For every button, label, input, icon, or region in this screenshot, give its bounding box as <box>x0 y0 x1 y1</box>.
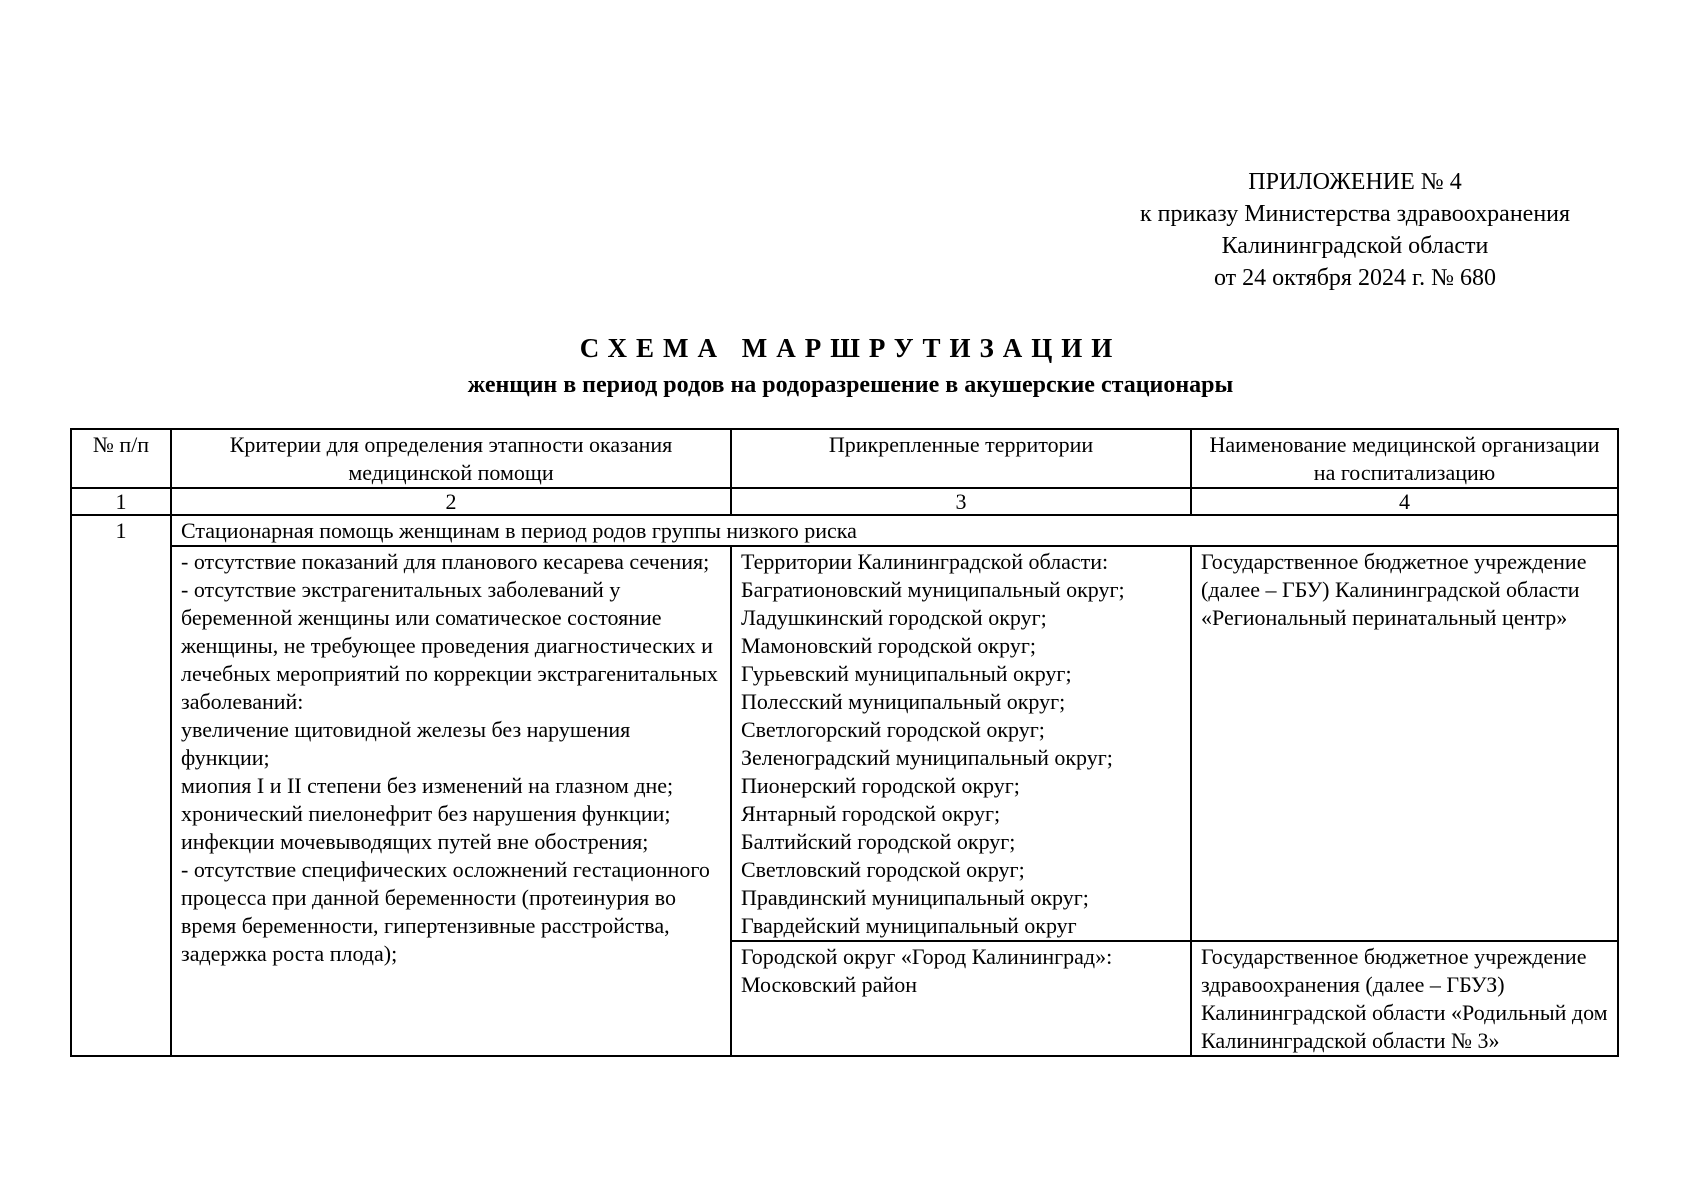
territory-item: Пионерский городской округ; <box>741 773 1020 798</box>
column-number: 1 <box>71 488 171 515</box>
column-number: 3 <box>731 488 1191 515</box>
territory-item: Багратионовский муниципальный округ; <box>741 577 1125 602</box>
territory-item: Городской округ «Город Калининград»: <box>741 944 1113 969</box>
territories-cell <box>731 941 1191 1056</box>
header-territories: Прикрепленные территории <box>731 429 1191 488</box>
organization-cell: Государственное бюджетное учреждение здравоохранения (далее – ГБУЗ) Калининградской области «Родильный дом Калининградской области № 3» <box>1191 941 1618 1056</box>
routing-table <box>70 428 1619 1057</box>
criteria-cell <box>171 546 731 1056</box>
row-number: 1 <box>71 515 171 1056</box>
territory-item: Зеленоградский муниципальный округ; <box>741 745 1113 770</box>
criteria-item: - отсутствие показаний для планового кесарева сечения; <box>181 549 710 574</box>
territory-item: Территории Калининградской области: <box>741 549 1109 574</box>
table-row <box>71 546 1618 941</box>
header-number: № п/п <box>71 429 171 488</box>
section-heading: Стационарная помощь женщинам в период родов группы низкого риска <box>171 515 1618 546</box>
criteria-item: миопия I и II степени без изменений на глазном дне; <box>181 773 674 798</box>
appendix-date: от 24 октября 2024 г. № 680 <box>1213 265 1496 291</box>
territory-item: Мамоновский городской округ; <box>741 633 1036 658</box>
territory-item: Полесский муниципальный округ; <box>741 689 1066 714</box>
appendix-header <box>1095 166 1615 294</box>
appendix-order-ref: к приказу Министерства здравоохранения <box>1139 201 1571 227</box>
territory-item: Светлогорский городской округ; <box>741 717 1045 742</box>
document-title: СХЕМА МАРШРУТИЗАЦИИ <box>579 333 1122 363</box>
criteria-item: увеличение щитовидной железы без нарушения функции; <box>181 717 631 770</box>
territory-item: Ладушкинский городской округ; <box>741 605 1047 630</box>
criteria-item: - отсутствие экстрагенитальных заболеваний у беременной женщины или соматическое состояние женщины, не требующее проведения диагностических и лечебных мероприятий по коррекции экстрагенитальных заболеваний: <box>181 577 718 714</box>
territory-item: Правдинский муниципальный округ; <box>741 885 1089 910</box>
territory-item: Балтийский городской округ; <box>741 829 1016 854</box>
appendix-region: Калининградской области <box>1221 233 1489 259</box>
criteria-item: - отсутствие специфических осложнений гестационного процесса при данной беременности (протеинурия во время беременности, гипертензивные расстройства, задержка роста плода); <box>181 857 710 966</box>
territory-item: Московский район <box>741 972 917 997</box>
document-subtitle: женщин в период родов на родоразрешение в акушерские стационары <box>467 372 1234 398</box>
criteria-item: инфекции мочевыводящих путей вне обострения; <box>181 829 649 854</box>
column-number-row <box>71 488 1618 515</box>
territory-item: Гвардейский муниципальный округ <box>741 913 1077 938</box>
territories-cell <box>731 546 1191 941</box>
territory-item: Светловский городской округ; <box>741 857 1025 882</box>
title-block <box>0 330 1701 402</box>
territory-item: Гурьевский муниципальный округ; <box>741 661 1072 686</box>
header-organization: Наименование медицинской организации на госпитализацию <box>1191 429 1618 488</box>
appendix-number: ПРИЛОЖЕНИЕ № 4 <box>1248 169 1462 195</box>
header-criteria: Критерии для определения этапности оказания медицинской помощи <box>171 429 731 488</box>
territory-item: Янтарный городской округ; <box>741 801 1001 826</box>
criteria-item: хронический пиелонефрит без нарушения функции; <box>181 801 671 826</box>
column-number: 4 <box>1191 488 1618 515</box>
table-header-row <box>71 429 1618 488</box>
table-row <box>71 515 1618 546</box>
column-number: 2 <box>171 488 731 515</box>
organization-cell: Государственное бюджетное учреждение (далее – ГБУ) Калининградской области «Региональный перинатальный центр» <box>1191 546 1618 941</box>
